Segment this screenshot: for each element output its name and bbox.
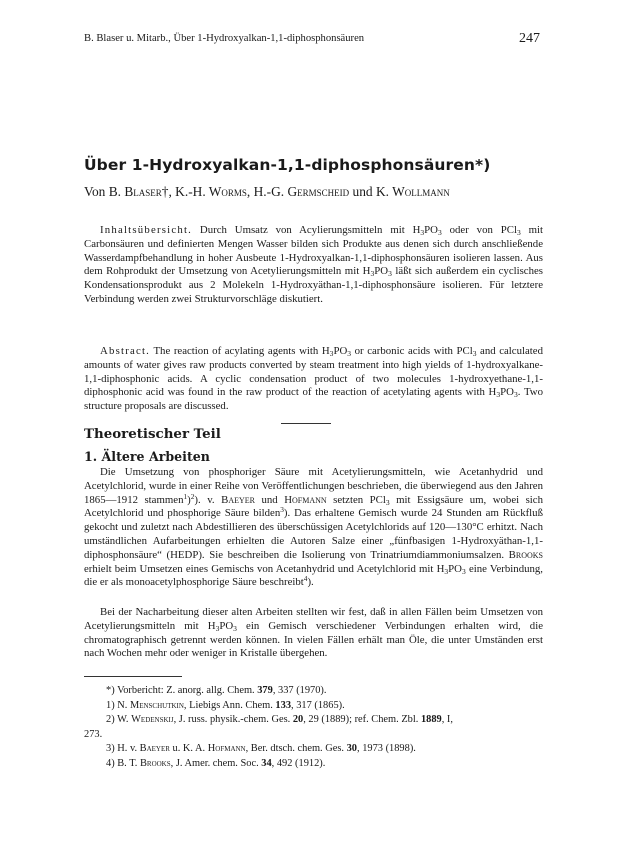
- summary-german: Inhaltsübersicht. Durch Umsatz von Acylierungsmitteln mit $H_3PO_3$ oder von PCl$_3$ mit Carbonsäuren und definierten Mengen Wasser bilden sich Produkte aus denen sich durch anschließende Wasserdampfbehandlung in hoher Ausbeute 1-Hydroxyalkan-1,1-diphosphonsäuren isolieren lassen. Aus dem Rohprodukt der Umsetzung von Acetylierungsmitteln mit $H_3PO_3$ läßt sich außerdem ein cyclisches Kondensationsprodukt aus 2 Molekeln 1-Hydroxyäthan-1,1-diphosphonsäure isolieren. Für letztere Verbindung werden zwei Strukturvorschläge diskutiert.: [84, 224, 543, 305]
- subsection-heading: 1. Ältere Arbeiten: [84, 449, 210, 464]
- footnote-4: 4) B. T. Brooks, J. Amer. chem. Soc. 34, 492 (1912).: [106, 757, 326, 769]
- byline: [84, 184, 450, 200]
- footnotes: [84, 684, 543, 772]
- footnote-2: 2) W. Wedenskij, J. russ. physik.-chem. Ges. 20, 29 (1889); ref. Chem. Zbl. 1889, I,: [106, 714, 453, 726]
- abstract-english: Abstract. The reaction of acylating agents with $H_3PO_3$ or carbonic acids with PCl$_3$ and calculated amounts of water gives raw products converted by steam treatment into high yields of 1-hydroxyalkane-1,1-diphosphonic acids. A cyclic condensation product of two molecules 1-hydroxyethane-1,1-diphosphonic acid was found in the raw product of the reaction of acetylating agents with $H_3PO_3$. Two structure proposals are discussed.: [84, 345, 543, 413]
- running-head-text: B. Blaser u. Mitarb., Über 1-Hydroxyalkan-1,1-diphosphonsäuren: [84, 33, 365, 44]
- footnote-asterisk: *) Vorbericht: Z. anorg. allg. Chem. 379, 337 (1970).: [106, 685, 327, 696]
- author-blaser: B. Blaser†,: [108, 184, 172, 199]
- footnote-2-continuation: 273.: [84, 728, 103, 740]
- page-number: 247: [519, 31, 540, 46]
- section-heading: Theoretischer Teil: [84, 426, 221, 442]
- byline-conjunction: und: [352, 184, 373, 199]
- footnote-rule: [84, 676, 182, 677]
- article-title: Über 1-Hydroxyalkan-1,1-diphosphonsäuren*): [84, 156, 491, 174]
- author-germscheid: H.-G. Germscheid: [253, 184, 350, 199]
- section-divider: [281, 423, 331, 424]
- byline-prefix: Von: [84, 184, 106, 199]
- body-paragraph-2: Bei der Nacharbeitung dieser alten Arbeiten stellten wir fest, daß in allen Fällen beim Umsetzen von Acetylierungsmitteln mit $H_3PO_3$ ein Gemisch verschiedener Verbindungen erhalten wird, die chromatographisch getrennt werden können. In vielen Fällen erhält man Öle, die unter Umständen erst nach Wochen mehr oder weniger in Kristalle übergehen.: [84, 606, 544, 660]
- abstract-english-label: Abstract.: [100, 345, 151, 357]
- author-worms: K.-H. Worms,: [175, 184, 251, 199]
- summary-german-label: Inhaltsübersicht.: [100, 224, 193, 236]
- footnote-1: 1) N. Menschutkin, Liebigs Ann. Chem. 133, 317 (1865).: [106, 699, 345, 711]
- author-wollmann: K. Wollmann: [375, 184, 450, 199]
- running-head: [84, 33, 540, 46]
- footnote-3: 3) H. v. Baeyer u. K. A. Hofmann, Ber. dtsch. chem. Ges. 30, 1973 (1898).: [106, 743, 416, 755]
- body-paragraph-1: Die Umsetzung von phosphoriger Säure mit Acetylierungsmitteln, wie Acetanhydrid und Acetylchlorid, wurde in einer Reihe von Veröffentlichungen beschrieben, die überwiegend aus den Jahren 1865—1912 stammen$^1$)$^2$). v. Baeyer und Hofmann setzten PCl$_3$ mit Essigsäure um, wobei sich Acetylchlorid und phosphorige Säure bilden$^3$). Das erhaltene Gemisch wurde 24 Stunden am Rückfluß gekocht und zuletzt nach Abdestillieren des überschüssigen Acetylchlorids auf 120—130°C erhitzt. Nach umständlichen Aufarbeitungen erhielten die Autoren Salze einer „fünfbasigen 1-Hydroxyäthan-1,1-diphosphonsäure“ (HEDP). Sie beschreiben die Isolierung von Trinatriumdiammoniumsalzen. Brooks erhielt beim Umsetzen eines Gemischs von Acetanhydrid und Acetylchlorid mit $H_3PO_3$ eine Verbindung, die er als monoacetylphosphorige Säure beschreibt$^4$).: [84, 466, 543, 589]
